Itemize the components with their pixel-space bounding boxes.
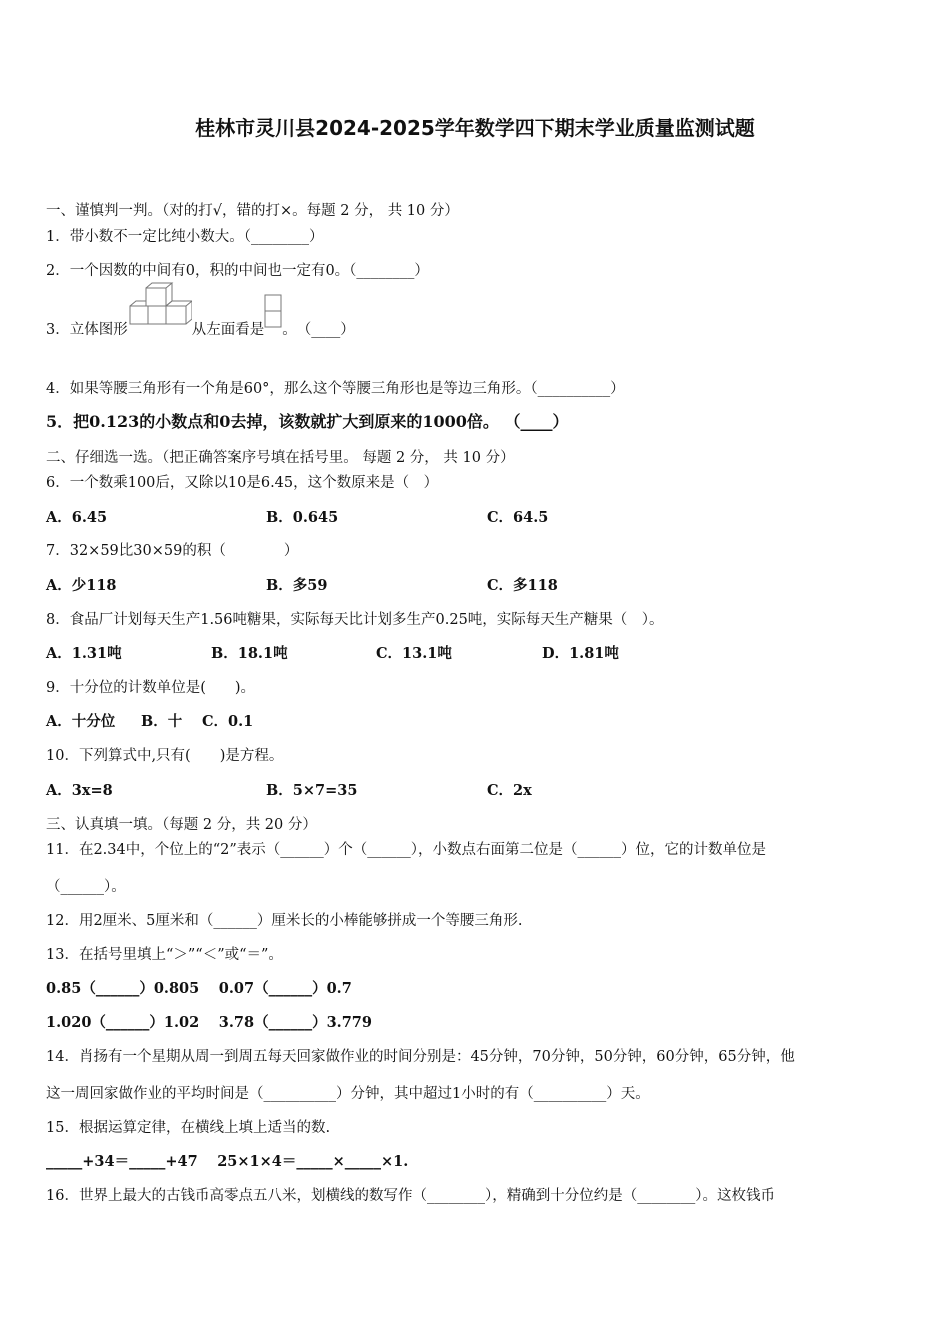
question-15: 15．根据运算定律，在横线上填上适当的数. [46,1120,331,1136]
option-b: B．多59 [266,577,328,594]
option-c: C．64.5 [487,509,549,526]
question-14-line1: 14．肖扬有一个星期从周一到周五每天回家做作业的时间分别是：45分钟，70分钟，50分钟，60分钟，65分钟，他 [46,1049,795,1065]
question-14-line2: 这一周回家做作业的平均时间是（__________）分钟，其中超过1小时的有（__________）天。 [46,1086,650,1102]
option-c: C．0.1 [202,713,254,730]
section1-heading: 一、谨慎判一判。（对的打√，错的打×。每题 2 分， 共 10 分） [46,203,459,219]
option-a: A．3x=8 [46,782,113,799]
question-13-row1: 0.85（______）0.805 0.07（______）0.7 [46,980,352,997]
question-3-text-c: 。 （____） [282,322,355,338]
question-6: 6．一个数乘100后，又除以10是6.45，这个数原来是（ ） [46,475,439,491]
question-2: 2．一个因数的中间有0，积的中间也一定有0。（________） [46,263,429,279]
option-c: C．2x [487,782,532,799]
question-1: 1．带小数不一定比纯小数大。（________） [46,229,324,245]
option-a: A．6.45 [46,509,108,526]
question-3-text-a: 3．立体图形 [46,322,128,338]
question-11-line1: 11．在2.34中，个位上的“2”表示（______）个（______），小数点右面第二位是（______）位，它的计数单位是 [46,842,767,858]
question-13: 13．在括号里填上“＞”“＜”或“＝”。 [46,947,283,963]
option-a: A．少118 [46,577,117,594]
question-16: 16．世界上最大的古钱币高零点五八米，划横线的数写作（________），精确到十分位约是（________）。这枚钱币 [46,1188,775,1204]
question-10: 10．下列算式中,只有( )是方程。 [46,748,284,764]
question-4: 4．如果等腰三角形有一个角是60°，那么这个等腰三角形也是等边三角形。（__________） [46,381,625,397]
option-c: C．13.1吨 [376,645,452,662]
question-3-text-b: 从左面看是 [191,322,265,338]
option-c: C．多118 [487,577,558,594]
option-b: B．0.645 [266,509,339,526]
question-9: 9．十分位的计数单位是( )。 [46,680,256,696]
question-15-row: _____+34＝_____+47 25×1×4＝_____×_____×1. [46,1153,409,1170]
option-b: B．5×7=35 [266,782,358,799]
question-13-row2: 1.020（______）1.02 3.78（______）3.779 [46,1014,372,1031]
question-3 [46,320,355,340]
section3-heading: 三、认真填一填。（每题 2 分，共 20 分） [46,817,317,833]
question-7: 7．32×59比30×59的积（ ） [46,543,299,559]
page-title: 桂林市灵川县2024-2025学年数学四下期末学业质量监测试题 [195,116,755,140]
question-8: 8．食品厂计划每天生产1.56吨糖果，实际每天比计划多生产0.25吨，实际每天生产糖果（ ）。 [46,612,664,628]
question-12: 12．用2厘米、5厘米和（______）厘米长的小棒能够拼成一个等腰三角形. [46,913,523,929]
question-5: 5．把0.123的小数点和0去掉，该数就扩大到原来的1000倍。 （____） [46,412,569,431]
cube-figure-icon [128,282,192,334]
section2-heading: 二、仔细选一选。（把正确答案序号填在括号里。 每题 2 分， 共 10 分） [46,450,515,466]
option-b: B．18.1吨 [211,645,288,662]
question-11-line2: （______）。 [46,879,126,895]
option-a: A．1.31吨 [46,645,122,662]
option-a: A．十分位 [46,713,116,730]
option-d: D．1.81吨 [542,645,619,662]
side-view-figure-icon [264,294,282,336]
option-b: B．十 [141,713,183,730]
